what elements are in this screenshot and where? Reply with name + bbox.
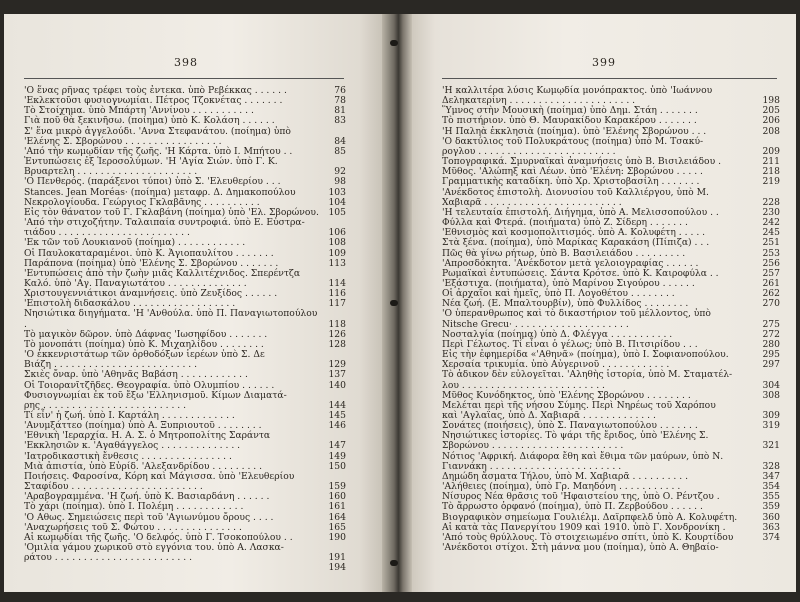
toc-entry-page: 256 xyxy=(762,257,780,269)
toc-entry-title: 'Αραβογραμμένα. 'Η ζωή. ὑπὸ Κ. Βασιαρδάνη . . . . . . xyxy=(24,491,270,503)
toc-entry-page: 92 xyxy=(334,166,346,178)
toc-entry-title: Γιὰ ποῦ θὰ ξεκινῆσω. (ποίημα) ὑπὸ Κ. Κολάση . . . . . . xyxy=(24,115,275,127)
toc-entry-page: 137 xyxy=(328,369,346,381)
toc-entry-title: 'Εκ τῶν τοῦ Λουκιανοῦ (ποίημα) . . . . . . . . . . . . xyxy=(24,237,246,249)
toc-entry-title: 'Αναχωρήσεις τοῦ Σ. Φώτου . . . . . . . . . . . . . . . xyxy=(24,521,242,533)
toc-entry-page: 374 xyxy=(762,531,780,543)
toc-entry-page: 206 xyxy=(762,115,780,127)
toc-entry xyxy=(442,431,780,451)
toc-entry-title: Νησιώτικα διηγήματα. 'Η 'Ανθούλα. ὑπὸ Π. Παναγιωτοπούλου . xyxy=(24,308,321,330)
toc-entry-title: 'Αλήθειες (ποίημα), ὑπὸ Γρ. Μαηδόνη . . . . . . . . . . . xyxy=(442,481,681,493)
toc-entry-page: 261 xyxy=(762,277,780,289)
toc-entry-page: 209 xyxy=(762,145,780,157)
toc-entry xyxy=(24,238,346,248)
toc-entry-title: 'Εκλεκτοῦσι φυσιογνωμίαι. Πέτρος Τζοκνέτας . . . . . . . xyxy=(24,95,283,107)
toc-entry-page: 109 xyxy=(328,247,346,259)
toc-entry-title: Παράπονα (ποίημα) ὑπὸ 'Ελένης Σ. Σβορώνου . . . . . . . xyxy=(24,257,279,269)
toc-entry-page: 140 xyxy=(328,379,346,391)
toc-entry-title: Εἰς τὴν ἐφημερίδα «'Αθηνᾶ» (ποίημα), ὑπὸ Ι. Σοφιανοπούλου. xyxy=(442,349,729,361)
toc-entry-page: 145 xyxy=(328,410,346,421)
toc-entry-page: 159 xyxy=(328,481,346,493)
toc-entry xyxy=(24,472,346,492)
toc-entry-page: 270 xyxy=(762,298,780,310)
toc-entry-page: 363 xyxy=(762,521,780,533)
toc-entry-title: 'Επιστολὴ διδασκάλου . . . . . . . . . . . . . . . . . . xyxy=(24,298,236,310)
toc-entry-page: 347 xyxy=(762,470,780,482)
toc-entry-title: 'Ανέκδοτοι στίχοι. Στὴ μάννα μου (ποίημα), ὑπὸ Α. Θηβαίο- xyxy=(442,542,719,554)
toc-entry-title: Τί εἶν' ἡ ζωή. ὑπὸ Ι. Καρτάλη . . . . . . . . . . . . . xyxy=(24,410,235,421)
toc-entry xyxy=(24,269,346,289)
toc-entry-title: Χερσαία τρικυμία. ὑπὸ Αὐγερινοῦ . . . . . . . . . . . . xyxy=(442,359,670,371)
toc-entry-title: Στὰ ξένα. (ποίημα), ὑπὸ Μαρίκας Καρακάση (Πίπιζα) . . . xyxy=(442,237,710,249)
toc-entry-page: 149 xyxy=(328,450,346,462)
toc-entry-title: Νεκρολογίουδα. Γεώργιος Γκλαβᾶνης . . . . . . . . . . xyxy=(24,196,260,208)
toc-entry-page: 272 xyxy=(762,328,780,340)
toc-entry-title: 'Ομιλία γάμου χωρικοῦ στὸ εγγόνια του. ὑπὸ Α. Λασκα- ράτου . . . . . . . . . . . . . . . . . . . . . . . . xyxy=(24,542,284,564)
toc-entry-page: 81 xyxy=(334,105,346,117)
toc-entry-page: 242 xyxy=(762,217,780,229)
toc-entry xyxy=(24,431,346,451)
toc-list-left xyxy=(24,86,346,574)
toc-entry-page: 84 xyxy=(334,135,346,147)
toc-entry-title: Οἱ ἀρχαῖοι καὶ ἡμεῖς, ὑπὸ Π. Λογοθέτου . . . . . . . . xyxy=(442,288,675,300)
toc-entry-page: 116 xyxy=(328,288,346,300)
toc-entry-title: Ποιήσεις. Φαροσίνα, Κόρη καὶ Μάγισσα. ὑπὸ 'Ελευθερίου Σταφίδου . . . . . . . . . . . . . . . . . . . . . . . xyxy=(24,470,295,493)
toc-entry-page: 198 xyxy=(762,95,780,107)
toc-entry-title: 'Ο ἐκκενριστάτωρ τῶν ὀρθοδόξων ἱερέων ὑπὸ Σ. Δε Βιάζη . . . . . . . . . . . . . . . . . . . . . . . . . xyxy=(24,349,265,371)
toc-entry-title: 'Απροσδόκητα. 'Ανέκδοτον μετὰ γελοιογραφίας . . . . . . xyxy=(442,257,699,269)
toc-entry-page: 308 xyxy=(762,389,780,401)
toc-entry-page: 105 xyxy=(328,206,346,218)
toc-entry-page: 295 xyxy=(762,349,780,361)
toc-entry-page: 321 xyxy=(762,440,780,452)
toc-entry-page: 194 xyxy=(328,562,346,574)
toc-entry xyxy=(442,543,780,553)
toc-entry-title: Φύλλα καὶ Φτερά. (ποιήματα) ὑπὸ Ζ. Σίδερη . . . . . . . xyxy=(442,217,688,229)
toc-entry xyxy=(442,188,780,208)
toc-entry-page: 144 xyxy=(328,399,346,411)
page-number-left: 398 xyxy=(174,56,198,69)
toc-entry xyxy=(442,309,780,329)
toc-entry-page: 118 xyxy=(328,318,346,330)
toc-entry-title: 'Εξάστιχα. (ποιήματα), ὑπὸ Μαρίνου Σιγούρου . . . . . . xyxy=(442,277,695,289)
toc-entry-title: Τὸ ἀδικον δὲν εὐλογεῖται. 'Αληθὴς ἱστορία, ὑπὸ Μ. Σταματέλ- λου . . . . . . . . . . . . . . . . . . . . . . . . . xyxy=(442,369,733,391)
toc-entry-title: 'Ανυμξάττεο (ποίημα) ὑπὸ Α. Ξυπριουτοῦ . . . . . . . . xyxy=(24,420,262,432)
toc-entry-title: 'Εθνικὴ 'Ιεραρχία. Η. Α. Σ. ὁ Μητροπολίτης Σαράντα 'Εκκλησιῶν κ. 'Αγαθάγγελος . . . . . . . . . . . . . . xyxy=(24,430,271,452)
toc-entry-page: 191 xyxy=(328,552,346,564)
toc-entry-title: 'Από τοὺς θρύλλους. Τὸ στοιχειωμένο σπίτι, ὑπὸ Κ. Κουρτίδου xyxy=(442,531,734,543)
toc-entry-page: 230 xyxy=(762,206,780,218)
toc-entry-title: Τὸ μαγικὸν δῶρον. ὑπὸ Δάφνας 'Ιωσηφίδου . . . . . . . xyxy=(24,328,268,340)
toc-entry-page: 113 xyxy=(328,257,346,269)
toc-entry-title: Τὸ χάρι (ποίημα). ὑπὸ Ι. Πολέμη . . . . . . . . . . . . xyxy=(24,501,244,513)
binding-hole xyxy=(390,40,398,46)
toc-entry-page: 297 xyxy=(762,359,780,371)
toc-entry-page: 147 xyxy=(328,440,346,452)
toc-entry xyxy=(442,86,780,106)
toc-entry-title: Μῦθος. 'Αλώπηξ καὶ Λέων. ὑπὸ 'Ελένη: Σβορώνου . . . . . xyxy=(442,166,703,178)
toc-entry-page: 359 xyxy=(762,501,780,513)
toc-entry xyxy=(442,137,780,157)
toc-entry-page: 98 xyxy=(334,176,346,188)
toc-entry-title: Stances. Jean Moréas· (ποίημα) μεταφρ. Δ. Δημακοπούλου xyxy=(24,186,296,198)
toc-entry-title: Τὸ πιστήριον. ὑπὸ Θ. Μαυρακίδου Καρακέρου . . . . . . . xyxy=(442,115,697,127)
toc-entry xyxy=(24,127,346,147)
toc-entry-title: 'Η τελευταία ἐπιστολή. Διήγημα, ὑπὸ Α. Μελισσοπούλου . . xyxy=(442,206,719,218)
toc-entry-title: Οἱ Τοιορανῖτζῆδες. Θεογραφία. ὑπὸ Ολυμπίου . . . . . . xyxy=(24,379,275,391)
toc-entry-page: 309 xyxy=(762,410,780,421)
toc-entry-title: Εἰς τὸν θάνατον τοῦ Γ. Γκλαβάνη (ποίημα) ὑπὸ 'Ελ. Σβορώνου. xyxy=(24,206,319,218)
toc-entry-title: Τοπογραφικά. Σμυρναϊκαὶ ἀναμνήσεις ὑπὸ Β. Βισιλειάδου . xyxy=(442,156,721,168)
toc-entry-page: 355 xyxy=(762,491,780,503)
toc-entry-title: 'Ο Αθως. Σημειώσεις περὶ τοῦ 'Αγιωνύμου ὄρους . . . . xyxy=(24,511,274,523)
toc-entry-title: Αἱ κωμῳδίαι τῆς ζωῆς. 'Ο δελφός. ὑπὸ Γ. Τσοκοπούλου . . xyxy=(24,531,293,543)
toc-entry-title: Νίσυρος Νέα θρᾶσις τοῦ 'Ηφαιστείου της, ὑπὸ Ο. Ρέντζου . xyxy=(442,491,720,503)
toc-entry-page: 114 xyxy=(328,277,346,289)
toc-entry-title: Βιογραφικὸν σημείωμα Γουλιέλμ. Δαϊρπφελδ ὑπὸ Α. Κολυφέτη. xyxy=(442,511,738,523)
toc-entry-page: 78 xyxy=(334,95,346,107)
toc-entry xyxy=(24,563,346,573)
toc-entry-title: Νοσταλγία (ποίημα) ὑπὸ Δ. Φλέγγα . . . . . . . . . . . xyxy=(442,328,673,340)
toc-entry-page: 150 xyxy=(328,460,346,472)
toc-entry-page: 164 xyxy=(328,511,346,523)
toc-entry-page: 228 xyxy=(762,196,780,208)
toc-entry-page: 165 xyxy=(328,521,346,533)
toc-entry-page: 262 xyxy=(762,288,780,300)
toc-entry xyxy=(24,218,346,238)
toc-entry-page: 103 xyxy=(328,186,346,198)
toc-entry-title: Σονάτες (ποιήσεις), ὑπὸ Σ. Παναγιωτοπούλου . . . . . . . xyxy=(442,420,698,432)
toc-entry-title: Ρωμαϊκαὶ ἐντυπώσεις. Σάντα Κρότσε. ὑπὸ Κ. Καιροφύλα . . xyxy=(442,267,719,279)
toc-entry-page: 161 xyxy=(328,501,346,513)
toc-entry-page: 117 xyxy=(328,298,346,310)
toc-entry-page: 360 xyxy=(762,511,780,523)
toc-entry-title: 'Από τὴν στιχοζήτην. Ταλαιπαία συντροφιά. ὑπὸ Ε. Εὐστρα- τιάδου . . . . . . . . . . . . . . . . . . . . . . . xyxy=(24,217,305,239)
toc-entry-title: Τὸ μονοπάτι (ποίημα) ὑπὸ Κ. Μιχαηλίδου . . . . . . . . xyxy=(24,338,264,350)
toc-entry-page: 354 xyxy=(762,481,780,493)
toc-entry xyxy=(24,309,346,329)
toc-entry-title: 'Ανέκδοτος ἐπιστολὴ. Διονυσίου τοῦ Καλλιέργου, ὑπὸ Μ. Χαβιαρᾶ . . . . . . . . . . . . . . . . . . . . . . . . xyxy=(442,186,709,208)
toc-entry xyxy=(442,370,780,390)
toc-entry-page: 280 xyxy=(762,338,780,350)
toc-entry-page: 304 xyxy=(762,379,780,391)
toc-entry-title: Μιὰ ἀπιστία, ὑπὸ Εὐρίδ. 'Αλεξανδρίδου . . . . . . . . . xyxy=(24,460,263,472)
header-rule-right xyxy=(442,78,777,79)
toc-entry-title: 'Εντυπώσεις ἀπὸ τὴν ζωὴν μιᾶς Καλλιτέχνιδος. Σπερέντζα Καλό. ὑπὸ 'Αγ. Παναγιωτάτου . . . . . . . . . . . . . . xyxy=(24,267,301,289)
toc-entry-page: 190 xyxy=(328,531,346,543)
toc-entry-page: 257 xyxy=(762,267,780,279)
toc-entry-title: 'Ο δακτύλιος τοῦ Πολυκράτους (ποίημα) ὑπὸ Μ. Τσακύ- ρογλου . . . . . . . . . . . . . . . . . . . . . . . . xyxy=(442,135,704,157)
toc-entry-title: Τὸ Στοίχημα. ὑπὸ Μπάρτη 'Αννίνου . . . . . . . . . . . xyxy=(24,105,254,117)
toc-entry-title: Μῦθος Κυνόδηκτος, ὑπὸ 'Ελένης Σβορώνου . . . . . . . . xyxy=(442,389,691,401)
right-page xyxy=(412,14,796,592)
toc-entry-title: Σ' ἕνα μικρὸ ἀγγελούδι. 'Αννα Στεφανάτου. (ποίημα) ὑπὸ 'Ελένης Σ. Σβορώνου . . . . . . . . . . . . . . . . . xyxy=(24,125,291,147)
toc-entry-page: 108 xyxy=(328,237,346,249)
toc-entry-title: Μελέται περὶ τῆς νήσου Σύμης. Περὶ Νηρέως τοῦ Χαρόπου καὶ 'Αγλαΐας, ὑπὸ Δ. Χαβιαρᾶ . . . . . . . . . . . . . xyxy=(442,399,716,421)
toc-entry-page: 146 xyxy=(328,420,346,432)
toc-entry-title: Φυσιογνωμίαι ἐκ τοῦ ἔξω 'Ελληνισμοῦ. Κίμων Διαματά- ρης . . . . . . . . . . . . . . . . . . . . . . . . . xyxy=(24,389,287,411)
toc-entry-title: Οἱ Παυλοκαταραμένοι. ὑπὸ Κ. Ἀγιοπαυλίτου . . . . . . . xyxy=(24,247,274,259)
toc-entry-title: Τὸ ἄρρωστο ὀρφανό (ποίημα), ὑπὸ Π. Ζερβούδου . . . . . . xyxy=(442,501,703,513)
toc-entry-page: 245 xyxy=(762,227,780,239)
toc-entry-title: 'Ο ἕνας ρῆνας τρέφει τοὺς ἐντεκα. ὑπὸ Ρεβέκκας . . . . . . xyxy=(24,85,287,96)
toc-entry-title: 'Από τὴν κωμῳδίαν τῆς ζωῆς. 'Η Κάρτα. ὑπὸ Ι. Μπήτου . . xyxy=(24,145,293,157)
toc-entry-page: 328 xyxy=(762,460,780,472)
toc-entry-title: 'Ο Πενθερός. (παράξενοι τύποι) ὑπὸ Σ. 'Ελευθερίου . . . xyxy=(24,176,281,188)
toc-entry-title: 'Ο ὑπερανθρωπος καὶ τὸ δικαστήριον τοῦ μέλλοντος, ὑπὸ Nitsche Grecu· . . . . . . . . . . . . . . . . . . . . xyxy=(442,308,711,330)
toc-entry-page: 208 xyxy=(762,125,780,137)
toc-entry-title: 'Εθνισμὸς καὶ κοσμοπολιτισμός. ὑπὸ Α. Κολυφέτη . . . . . xyxy=(442,227,706,239)
toc-entry-title: 'Η καλλιτέρα λύσις Κωμῳδία μονόπρακτος. ὑπὸ 'Ιωάννου Δεληκατερίνη . . . . . . . . . . . . . . . . . . . . . . xyxy=(442,85,713,107)
toc-entry-page: 83 xyxy=(334,115,346,127)
toc-entry-title: Πῶς θὰ γίνω ρήτωρ, ὑπὸ Β. Βασιλειάδου . . . . . . . . . xyxy=(442,247,686,259)
toc-entry xyxy=(24,370,346,380)
toc-entry-page: 76 xyxy=(334,85,346,96)
toc-entry xyxy=(442,401,780,421)
toc-list-right xyxy=(442,86,780,553)
toc-entry-title: Σκιὲς ὄναρ. ὑπὸ 'Αθηνᾶς Βαβάση . . . . . . . . . . . . xyxy=(24,369,248,381)
toc-entry-page: 128 xyxy=(328,338,346,350)
toc-entry-title: 'Η Παληὰ ἐκκλησιὰ (ποίημα). ὑπὸ 'Ελένης Σβορώνου . . . xyxy=(442,125,707,137)
toc-entry-title: Περὶ Γέλωτος. Τί εἶναι ὁ γέλως; ὑπὸ Β. Πιτσιρίδου . . . xyxy=(442,338,698,350)
left-page xyxy=(4,14,382,592)
toc-entry-page: 85 xyxy=(334,145,346,157)
toc-entry-title: Ὕμνος στὴν Μουσικὴ (ποίημα) ὑπὸ Δημ. Στάη . . . . . . . xyxy=(442,105,698,117)
toc-entry-page: 219 xyxy=(762,176,780,188)
toc-entry-title: Χριστουγεννιάτικοι ἀναμνήσεις. ὑπὸ Ζευξίδος . . . . . . xyxy=(24,288,278,300)
toc-entry xyxy=(442,238,780,248)
toc-entry-title: Ἐντυπώσεις ἐξ Ἱεροσολύμων. 'Η 'Αγία Σιών. ὑπὸ Γ. Κ. Βρυαρτελη . . . . . . . . . . . . . . . . . . . . . xyxy=(24,156,278,178)
toc-entry-title: Νότιος 'Αφρική. Διάφορα ἔθη καὶ ἔθιμα τῶν μαύρων, ὑπὸ Ν. Γιαννάκη . . . . . . . . . . . . . . . . . . . . . . . xyxy=(442,450,724,472)
toc-entry-page: 126 xyxy=(328,328,346,340)
toc-entry-page: 160 xyxy=(328,491,346,503)
toc-entry-page: 106 xyxy=(328,227,346,239)
toc-entry-title: Νέα ζωή. (Ε. Μπαλτουρβίν), ὑπὸ Φυλλίδος . . . . . . . . xyxy=(442,298,689,310)
toc-entry-page: 319 xyxy=(762,420,780,432)
page-number-right: 399 xyxy=(592,56,616,69)
header-rule-left xyxy=(24,78,344,79)
binding-hole xyxy=(390,300,398,306)
toc-entry xyxy=(442,452,780,472)
toc-entry-title: Αἱ κατὰ τὰς Πανεργίτου 1909 καὶ 1910. ὑπὸ Γ. Χονδρονίκη . xyxy=(442,521,726,533)
toc-entry xyxy=(24,157,346,177)
binding-hole xyxy=(390,560,398,566)
toc-entry-title: 'Ιατροδικαστικὴ ἔνθεσις . . . . . . . . . . . . . . . . xyxy=(24,450,232,462)
toc-entry-title: Γραμματικὴς καταδίκη. ὑπὸ Χρ. Χριστοβασίλη . . . . . . . xyxy=(442,176,700,188)
toc-entry xyxy=(24,350,346,370)
toc-entry-page: 275 xyxy=(762,318,780,330)
toc-entry-title: Δημώδη ἄσματα Τήλου, ὑπὸ Μ. Χαβιαρᾶ . . . . . . . . . . xyxy=(442,470,689,482)
toc-entry-page: 253 xyxy=(762,247,780,259)
toc-entry-page: 251 xyxy=(762,237,780,249)
toc-entry xyxy=(24,543,346,563)
toc-entry-page: 205 xyxy=(762,105,780,117)
toc-entry-page: 211 xyxy=(762,156,780,168)
toc-entry-page: 218 xyxy=(762,166,780,178)
toc-entry-page: 104 xyxy=(328,196,346,208)
toc-entry-page: 129 xyxy=(328,359,346,371)
toc-entry-title: Νησιώτικες ἱστορίες. Τὸ ψάρι τῆς ἔριδος, ὑπὸ 'Ελένης Σ. Σβορώνου . . . . . . . . . . . . . . . . . . . . . . . xyxy=(442,430,709,452)
toc-entry xyxy=(24,391,346,411)
